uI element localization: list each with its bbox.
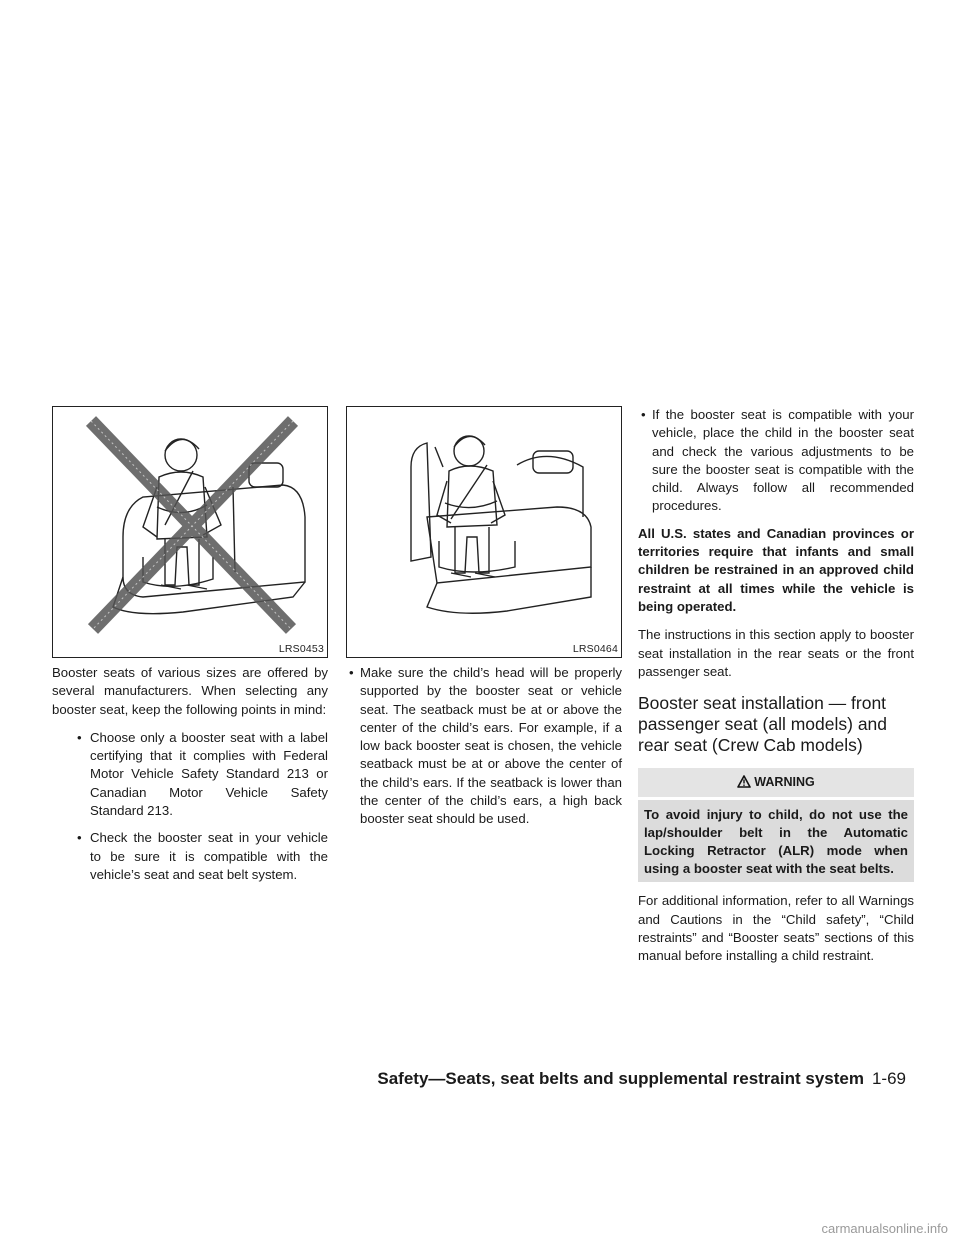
bold-paragraph: All U.S. states and Canadian provinces or territories require that infants and small children be restrained in an approved child restraint at all times while the vehicle is being operated. bbox=[638, 525, 914, 614]
figure-booster-incorrect bbox=[52, 406, 328, 658]
section-paragraph: The instructions in this section apply to booster seat installation in the rear seats or the front passenger seat. bbox=[638, 627, 914, 679]
watermark: carmanualsonline.info bbox=[821, 1221, 948, 1236]
warning-triangle-icon bbox=[737, 775, 751, 793]
list-item: • Make sure the child’s head will be properly supported by the booster seat or vehicle seat. The seatback must be at or above the center of the child’s ears. For example, if a low back booster seat is chosen, the vehicle seatback must be at or above the center of the child’s ears. If the seatback is lower than the center of the child’s ears, a high back booster seat should be used. bbox=[349, 665, 622, 827]
warning-text: To avoid injury to child, do not use the lap/shoulder belt in the Automatic Locking Retractor (ALR) mode when using a booster seat with the seat belts. bbox=[644, 807, 908, 877]
figure-code: LRS0464 bbox=[572, 643, 618, 655]
page-number: 1-69 bbox=[871, 1069, 906, 1088]
column-1 bbox=[52, 664, 328, 893]
column-3 bbox=[638, 406, 914, 976]
page-footer bbox=[377, 1069, 906, 1089]
intro-paragraph: Booster seats of various sizes are offered by several manufacturers. When selecting any booster seat, keep the following points in mind: bbox=[52, 665, 328, 717]
figure-booster-correct bbox=[346, 406, 622, 658]
column-2 bbox=[346, 664, 622, 838]
booster-seat-illustration bbox=[347, 407, 621, 639]
warning-header bbox=[638, 768, 914, 800]
booster-seat-illustration-crossed bbox=[53, 407, 327, 639]
section-heading: Booster seat installation — front passenger seat (all models) and rear seat (Crew Cab models) bbox=[638, 693, 888, 756]
figure-code: LRS0453 bbox=[278, 643, 324, 655]
list-item: • Choose only a booster seat with a label certifying that it complies with Federal Motor Vehicle Safety Standard 213 or Canadian Motor Vehicle Safety Standard 213. bbox=[77, 729, 328, 819]
warning-title: WARNING bbox=[754, 775, 815, 790]
footer-section-title: Safety—Seats, seat belts and supplemental restraint system bbox=[377, 1069, 864, 1088]
warning-box bbox=[638, 768, 914, 882]
list-item: • If the booster seat is compatible with your vehicle, place the child in the booster seat and check the various adjustments to be sure the booster seat is compatible with the child. Always follow all recommended procedures. bbox=[641, 407, 914, 514]
closing-paragraph: For additional information, refer to all Warnings and Cautions in the “Child safety”, “Child restraints” and “Booster seats” sections of this manual before installing a child restraint. bbox=[638, 893, 914, 964]
list-item: • Check the booster seat in your vehicle to be sure it is compatible with the vehicle’s seat and seat belt system. bbox=[77, 830, 328, 882]
